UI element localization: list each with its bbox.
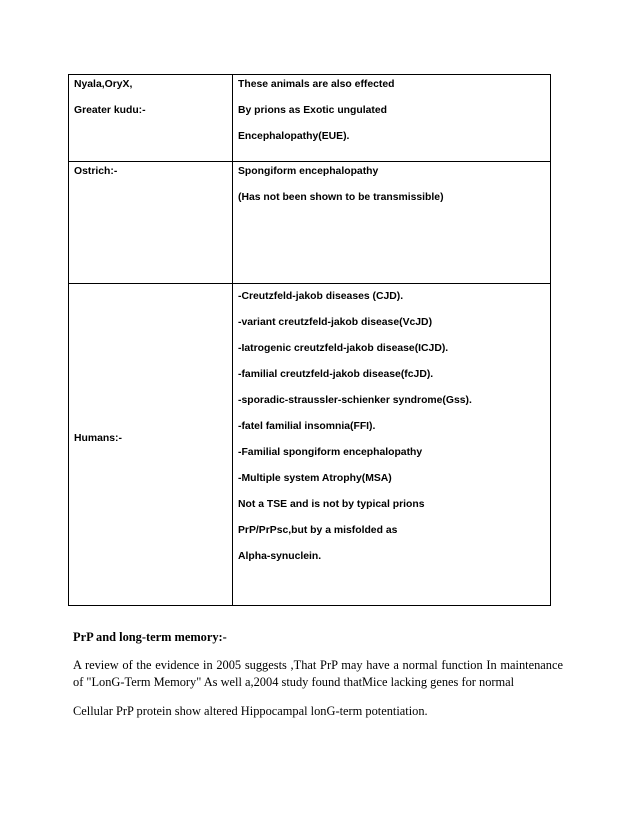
description-line: PrP/PrPsc,but by a misfolded as xyxy=(238,525,398,536)
paragraph: Cellular PrP protein show altered Hippocampal lonG-term potentiation. xyxy=(73,704,428,718)
description-line: -fatel familial insomnia(FFI). xyxy=(238,421,376,432)
prion-host-table xyxy=(68,74,551,606)
description-line: -Multiple system Atrophy(MSA) xyxy=(238,473,392,484)
host-name: Ostrich:- xyxy=(74,166,118,177)
table-row xyxy=(69,284,551,606)
description-cell xyxy=(233,284,551,606)
host-name: Humans:- xyxy=(74,433,122,444)
description-line: Alpha-synuclein. xyxy=(238,551,322,562)
description-line: -Familial spongiform encephalopathy xyxy=(238,447,423,458)
description-line: Encephalopathy(EUE). xyxy=(238,131,350,142)
description-line: -familial creutzfeld-jakob disease(fcJD). xyxy=(238,369,434,380)
host-cell xyxy=(69,75,233,162)
description-line: (Has not been shown to be transmissible) xyxy=(238,192,444,203)
host-name: Nyala,OryX, xyxy=(74,79,133,90)
description-line: -Creutzfeld-jakob diseases (CJD). xyxy=(238,291,404,302)
table-row xyxy=(69,75,551,162)
table-row xyxy=(69,162,551,284)
description-cell xyxy=(233,75,551,162)
description-line: Spongiform encephalopathy xyxy=(238,166,379,177)
description-line: -sporadic-straussler-schienker syndrome(Gss). xyxy=(238,395,472,406)
host-cell xyxy=(69,284,233,606)
description-cell xyxy=(233,162,551,284)
paragraph: A review of the evidence in 2005 suggests ,That PrP may have a normal function In maintenance of "LonG-Term Memory" As well a,2004 study found thatMice lacking genes for normal xyxy=(73,658,563,689)
section-heading: PrP and long-term memory:- xyxy=(73,630,227,644)
description-line: Not a TSE and is not by typical prions xyxy=(238,499,425,510)
description-line: By prions as Exotic ungulated xyxy=(238,105,387,116)
description-line: -variant creutzfeld-jakob disease(VcJD) xyxy=(238,317,433,328)
host-name: Greater kudu:- xyxy=(74,105,146,116)
description-line: -Iatrogenic creutzfeld-jakob disease(ICJD). xyxy=(238,343,449,354)
description-line: These animals are also effected xyxy=(238,79,395,90)
host-cell xyxy=(69,162,233,284)
